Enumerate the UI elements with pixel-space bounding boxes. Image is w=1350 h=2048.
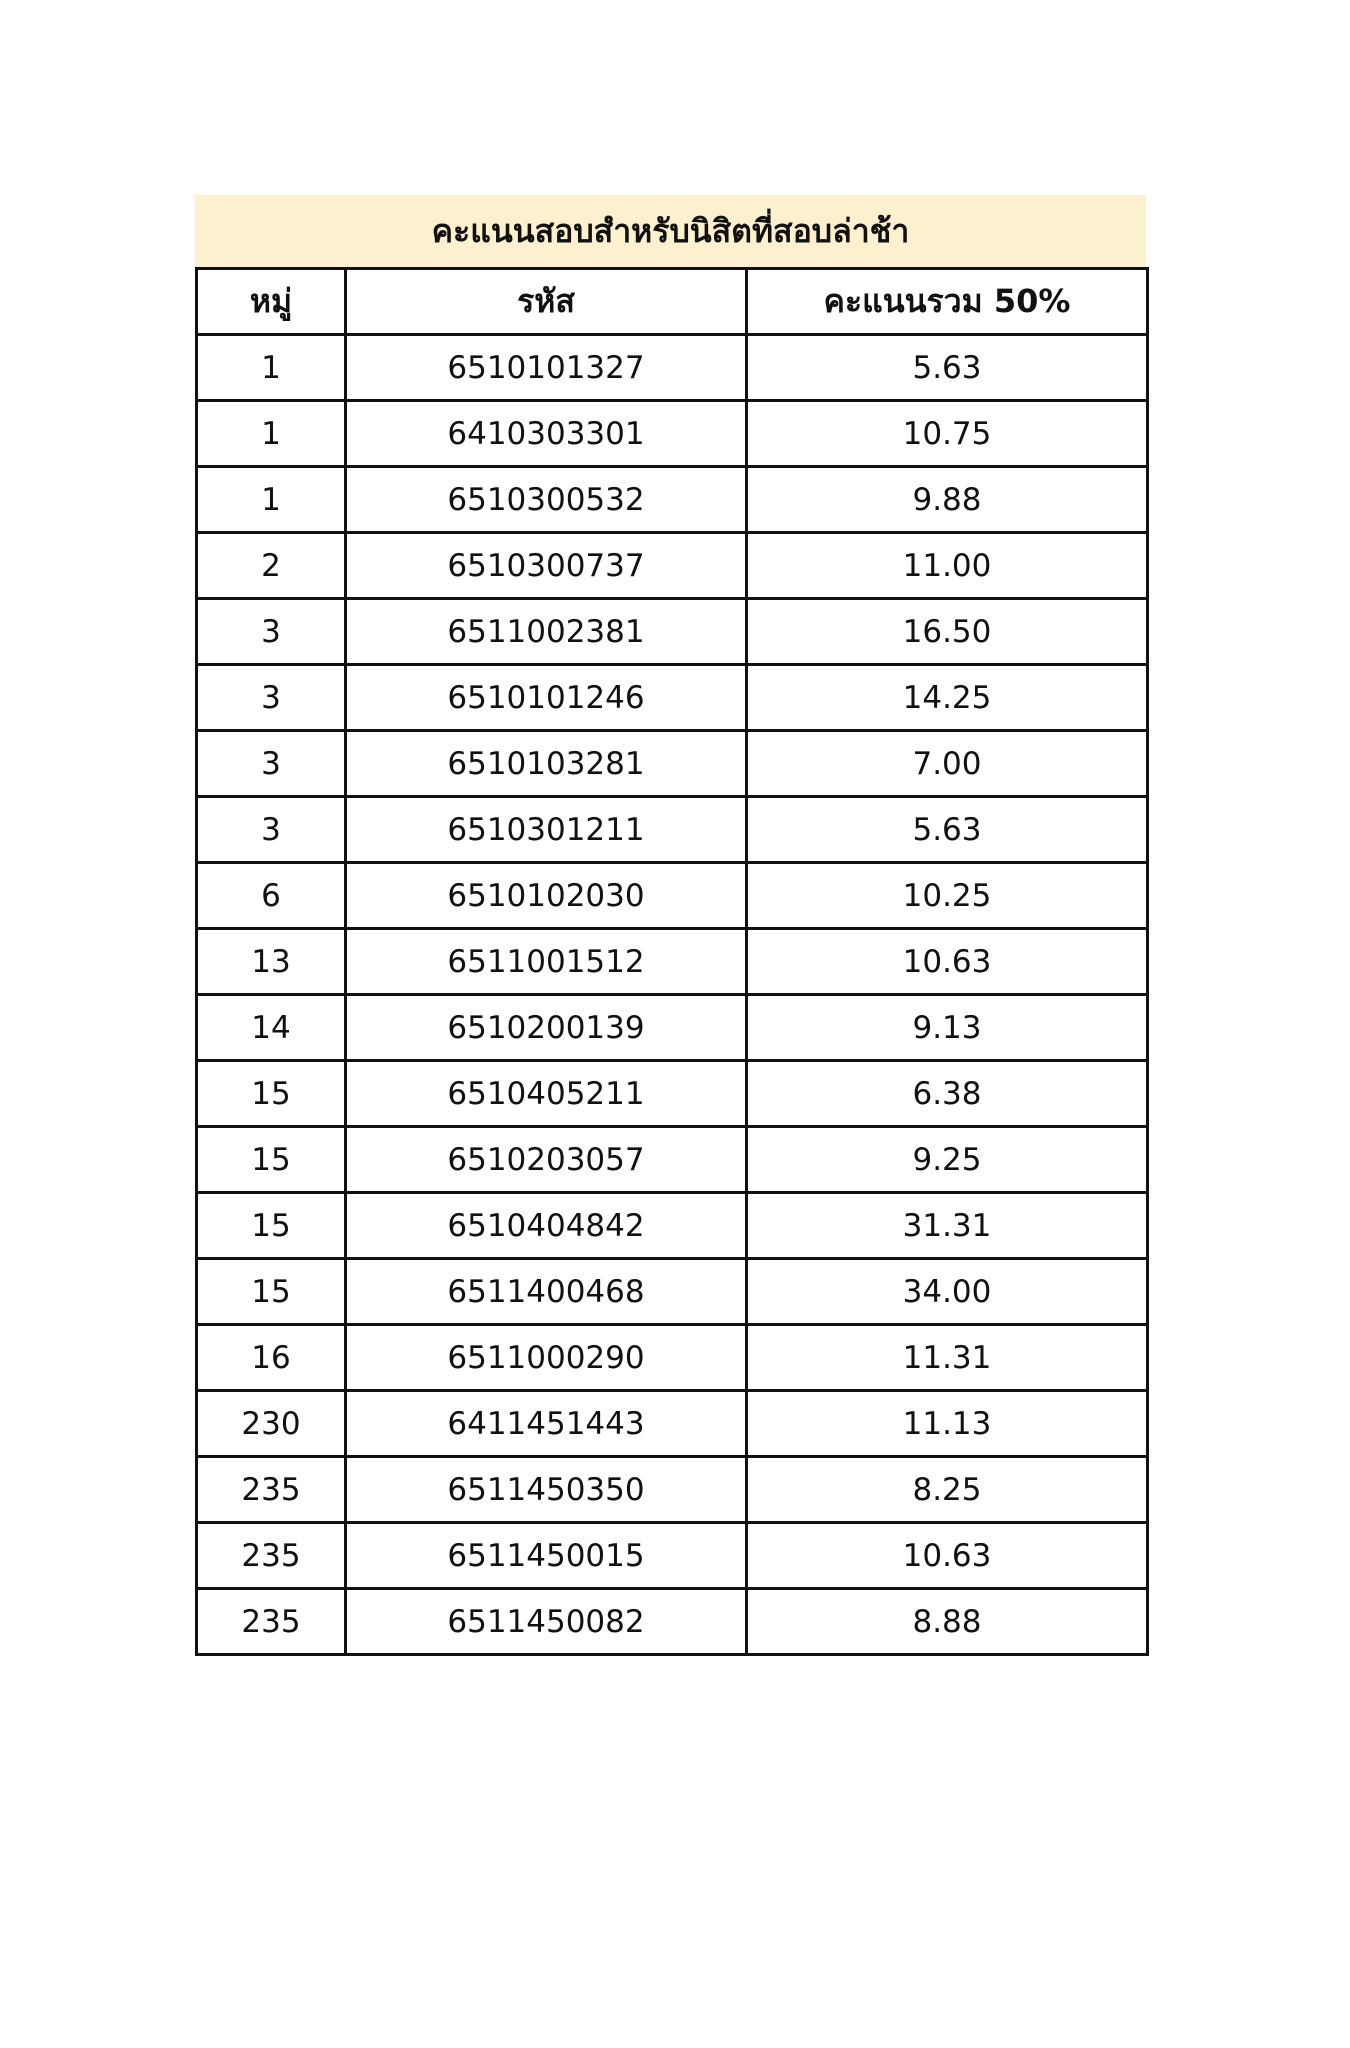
cell-score: 11.13 (747, 1391, 1148, 1457)
cell-student-id: 6510102030 (346, 863, 747, 929)
table-row (197, 467, 1148, 533)
cell-score: 7.00 (747, 731, 1148, 797)
cell-score: 11.00 (747, 533, 1148, 599)
cell-group: 15 (197, 1061, 346, 1127)
cell-student-id: 6510404842 (346, 1193, 747, 1259)
cell-group: 13 (197, 929, 346, 995)
cell-student-id: 6511450015 (346, 1523, 747, 1589)
cell-score: 10.75 (747, 401, 1148, 467)
score-sheet (195, 195, 1146, 1656)
table-row (197, 1523, 1148, 1589)
cell-score: 8.88 (747, 1589, 1148, 1655)
cell-group: 16 (197, 1325, 346, 1391)
cell-score: 8.25 (747, 1457, 1148, 1523)
table-row (197, 863, 1148, 929)
table-row (197, 1325, 1148, 1391)
cell-score: 16.50 (747, 599, 1148, 665)
cell-student-id: 6510300737 (346, 533, 747, 599)
cell-group: 230 (197, 1391, 346, 1457)
cell-score: 14.25 (747, 665, 1148, 731)
table-body (197, 335, 1148, 1655)
cell-score: 31.31 (747, 1193, 1148, 1259)
cell-student-id: 6411451443 (346, 1391, 747, 1457)
cell-score: 9.88 (747, 467, 1148, 533)
cell-student-id: 6410303301 (346, 401, 747, 467)
cell-student-id: 6510301211 (346, 797, 747, 863)
table-row (197, 335, 1148, 401)
cell-group: 3 (197, 665, 346, 731)
table-row (197, 1259, 1148, 1325)
table-row (197, 1457, 1148, 1523)
cell-group: 1 (197, 467, 346, 533)
score-table (195, 267, 1149, 1656)
column-header-student-id: รหัส (346, 269, 747, 335)
table-row (197, 1193, 1148, 1259)
cell-score: 9.13 (747, 995, 1148, 1061)
cell-group: 15 (197, 1259, 346, 1325)
cell-group: 3 (197, 599, 346, 665)
sheet-title: คะแนนสอบสำหรับนิสิตที่สอบล่าช้า (195, 195, 1146, 267)
table-row (197, 1589, 1148, 1655)
cell-score: 5.63 (747, 797, 1148, 863)
cell-student-id: 6511400468 (346, 1259, 747, 1325)
table-row (197, 401, 1148, 467)
cell-group: 15 (197, 1127, 346, 1193)
cell-student-id: 6511002381 (346, 599, 747, 665)
cell-score: 5.63 (747, 335, 1148, 401)
table-row (197, 1127, 1148, 1193)
cell-group: 15 (197, 1193, 346, 1259)
cell-student-id: 6511001512 (346, 929, 747, 995)
cell-score: 11.31 (747, 1325, 1148, 1391)
cell-student-id: 6511000290 (346, 1325, 747, 1391)
cell-group: 235 (197, 1589, 346, 1655)
column-header-group: หมู่ (197, 269, 346, 335)
cell-student-id: 6510101246 (346, 665, 747, 731)
cell-group: 14 (197, 995, 346, 1061)
table-row (197, 995, 1148, 1061)
table-row (197, 797, 1148, 863)
table-row (197, 533, 1148, 599)
cell-student-id: 6511450350 (346, 1457, 747, 1523)
cell-student-id: 6510405211 (346, 1061, 747, 1127)
table-header-row (197, 269, 1148, 335)
cell-student-id: 6511450082 (346, 1589, 747, 1655)
cell-student-id: 6510101327 (346, 335, 747, 401)
table-row (197, 929, 1148, 995)
cell-group: 6 (197, 863, 346, 929)
cell-group: 3 (197, 797, 346, 863)
cell-score: 10.63 (747, 1523, 1148, 1589)
cell-score: 6.38 (747, 1061, 1148, 1127)
cell-score: 10.25 (747, 863, 1148, 929)
cell-group: 2 (197, 533, 346, 599)
cell-student-id: 6510200139 (346, 995, 747, 1061)
table-row (197, 731, 1148, 797)
cell-student-id: 6510203057 (346, 1127, 747, 1193)
cell-group: 1 (197, 335, 346, 401)
cell-score: 10.63 (747, 929, 1148, 995)
table-row (197, 665, 1148, 731)
cell-score: 9.25 (747, 1127, 1148, 1193)
table-row (197, 1061, 1148, 1127)
cell-student-id: 6510300532 (346, 467, 747, 533)
table-row (197, 1391, 1148, 1457)
cell-score: 34.00 (747, 1259, 1148, 1325)
table-row (197, 599, 1148, 665)
column-header-score: คะแนนรวม 50% (747, 269, 1148, 335)
cell-group: 3 (197, 731, 346, 797)
cell-student-id: 6510103281 (346, 731, 747, 797)
cell-group: 235 (197, 1457, 346, 1523)
cell-group: 235 (197, 1523, 346, 1589)
cell-group: 1 (197, 401, 346, 467)
